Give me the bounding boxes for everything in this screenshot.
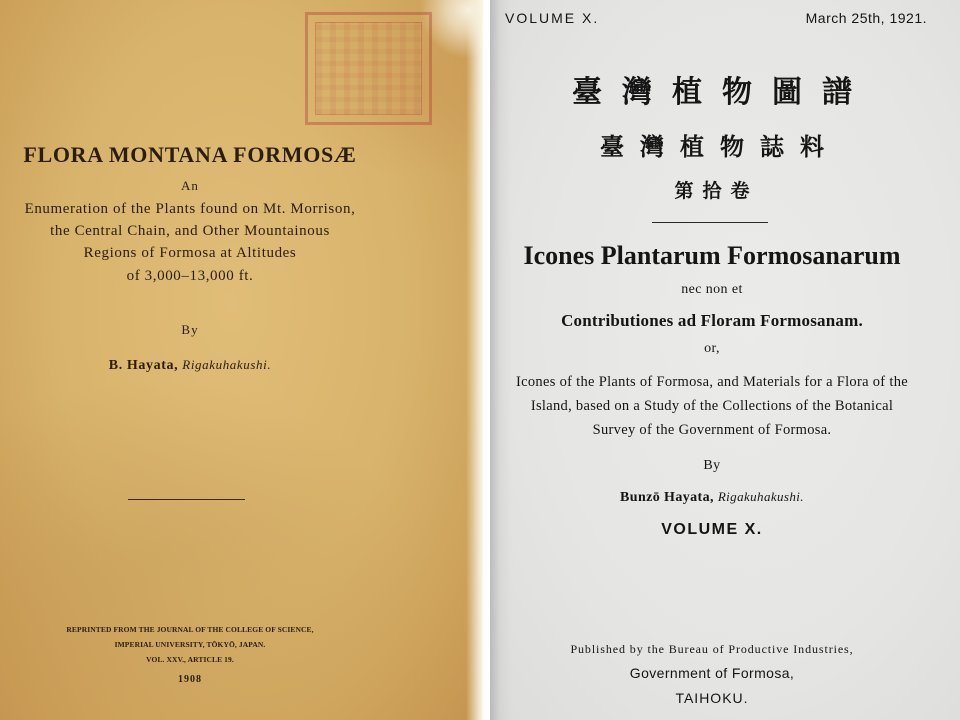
or-text: or, <box>704 341 720 356</box>
header-date: March 25th, 1921. <box>805 10 927 26</box>
left-by: By <box>181 322 199 337</box>
header-volume: VOLUME X. <box>505 10 600 26</box>
left-divider-rule <box>128 499 245 500</box>
right-divider-rule <box>652 222 768 223</box>
library-seal-stamp <box>305 12 432 125</box>
right-author-line <box>490 490 934 505</box>
left-imprint-line: VOL. XXV., ARTICLE 19. <box>146 655 234 664</box>
right-title: Icones Plantarum Formosanarum <box>523 241 901 270</box>
left-imprint-line: REPRINTED FROM THE JOURNAL OF THE COLLEGE OF SCIENCE, <box>66 625 314 634</box>
right-author-title: Rigakuhakushi. <box>717 489 804 504</box>
left-author-line <box>0 358 380 373</box>
cjk-title: 臺灣植物圖譜 <box>572 75 872 110</box>
cjk-subtitle: 臺灣植物誌料 <box>600 132 840 161</box>
left-subtitle-line: the Central Chain, and Other Mountainous <box>50 223 330 239</box>
left-imprint-line: IMPERIAL UNIVERSITY, TŌKYŌ, JAPAN. <box>114 640 266 649</box>
left-subtitle-line: Regions of Formosa at Altitudes <box>83 245 297 261</box>
left-subtitle-line: Enumeration of the Plants found on Mt. Morrison, <box>24 201 356 217</box>
seal-inner-border <box>315 22 422 115</box>
right-by: By <box>703 458 721 473</box>
right-author-name: Bunzō Hayata, <box>620 490 714 505</box>
cjk-volume: 第拾卷 <box>674 180 759 202</box>
publisher-line: Published by the Bureau of Productive Industries, <box>570 642 854 656</box>
left-author-name: B. Hayata, <box>108 358 179 373</box>
right-subtitle: Contributiones ad Floram Formosanam. <box>561 311 863 330</box>
left-author-title: Rigakuhakushi. <box>182 357 272 372</box>
description-line: Island, based on a Study of the Collections of the Botanical <box>530 398 894 414</box>
publisher-city: TAIHOKU. <box>675 690 749 706</box>
left-year: 1908 <box>178 674 202 685</box>
left-subtitle-line: of 3,000–13,000 ft. <box>126 268 254 284</box>
left-subtitle-line: An <box>181 178 199 193</box>
right-title-page <box>490 0 960 720</box>
left-title: FLORA MONTANA FORMOSÆ <box>23 142 357 167</box>
publisher-line: Government of Formosa, <box>629 665 795 681</box>
nec-non-et: nec non et <box>681 282 743 297</box>
description-line: Survey of the Government of Formosa. <box>592 422 832 438</box>
description-line: Icones of the Plants of Formosa, and Materials for a Flora of the <box>516 374 908 390</box>
volume-label: VOLUME X. <box>661 521 763 538</box>
